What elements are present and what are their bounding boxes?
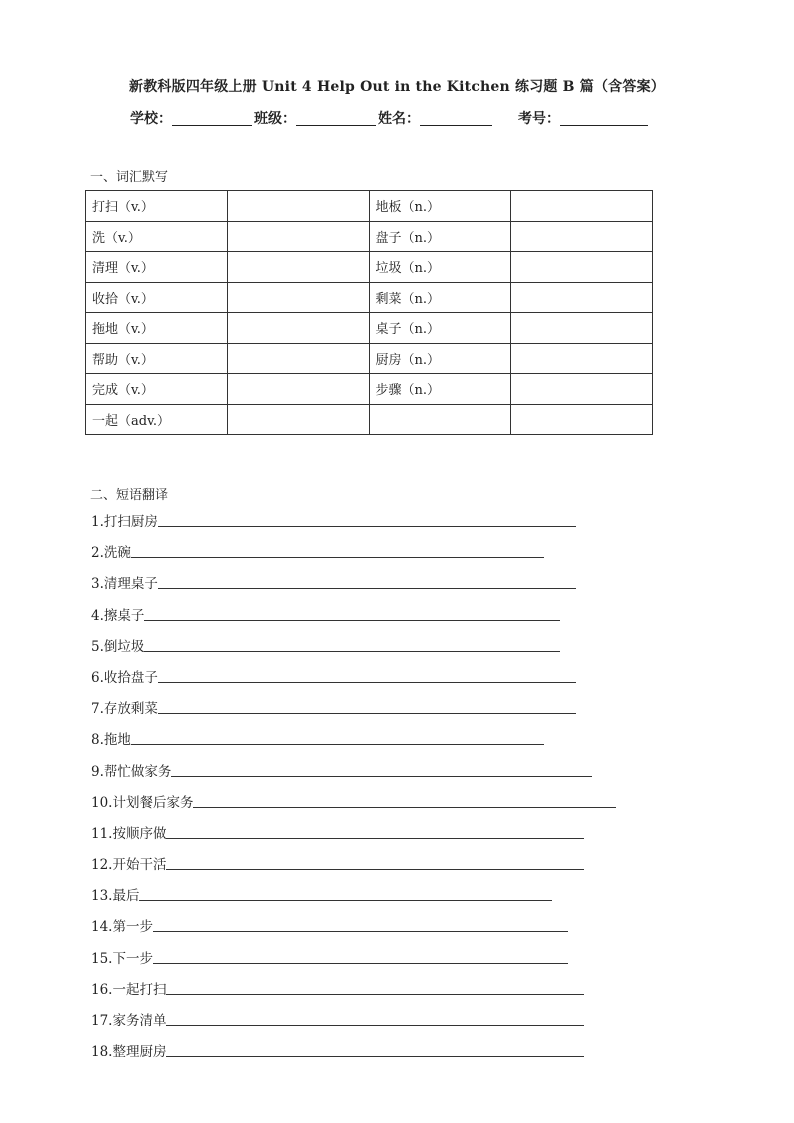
phrase-text: 16.一起打扫 [91,981,167,998]
exam-number-field [518,108,650,128]
vocab-prompt-cell: 步骤（n.） [369,374,511,405]
vocab-table [85,190,653,435]
vocab-answer-cell[interactable] [227,313,369,344]
phrase-item [91,572,616,603]
vocab-prompt-cell: 厨房（n.） [369,343,511,374]
vocab-answer-cell[interactable] [511,404,653,435]
phrase-answer-line[interactable] [139,899,552,901]
section2-title: 二、短语翻译 [90,488,169,503]
vocab-prompt-cell: 剩菜（n.） [369,282,511,313]
school-blank[interactable] [172,111,252,126]
phrase-answer-line[interactable] [153,930,568,932]
school-field [130,108,254,128]
vocab-answer-cell[interactable] [227,252,369,283]
class-field [254,108,378,128]
class-label: 班级： [254,111,296,127]
phrase-item [91,947,616,978]
exam-number-blank[interactable] [560,111,648,126]
phrase-text: 12.开始干活 [91,857,167,874]
phrase-answer-line[interactable] [153,962,568,964]
vocab-answer-cell[interactable] [227,404,369,435]
phrase-text: 10.计划餐后家务 [91,794,194,811]
phrase-item [91,510,616,541]
vocab-row [86,374,653,405]
vocab-prompt-cell: 盘子（n.） [369,221,511,252]
vocab-prompt-cell: 帮助（v.） [86,343,228,374]
phrase-text: 4.擦桌子 [91,607,145,624]
vocab-prompt-cell: 洗（v.） [86,221,228,252]
phrase-answer-line[interactable] [144,619,560,621]
phrase-answer-line[interactable] [166,993,584,995]
phrase-answer-line[interactable] [171,775,592,777]
vocab-prompt-cell: 一起（adv.） [86,404,228,435]
phrase-item [91,978,616,1009]
phrase-item [91,635,616,666]
vocab-row [86,404,653,435]
section1-title: 一、词汇默写 [90,170,169,185]
phrase-item [91,760,616,791]
vocab-row [86,252,653,283]
student-info-row [130,108,650,128]
phrase-text: 1.打扫厨房 [91,514,158,530]
phrase-text: 5.倒垃圾 [91,638,145,655]
vocab-prompt-cell [369,404,511,435]
vocab-prompt-cell: 桌子（n.） [369,313,511,344]
vocab-answer-cell[interactable] [227,374,369,405]
phrase-text: 11.按顺序做 [91,825,167,842]
phrase-answer-line[interactable] [158,712,576,714]
vocab-prompt-cell: 垃圾（n.） [369,252,511,283]
vocab-prompt-cell: 完成（v.） [86,374,228,405]
vocab-prompt-cell: 拖地（v.） [86,313,228,344]
phrase-text: 2.洗碗 [91,545,131,562]
phrase-answer-line[interactable] [193,806,616,808]
phrase-item [91,541,616,572]
phrase-item [91,822,616,853]
vocab-row [86,343,653,374]
phrase-answer-line[interactable] [166,1055,584,1057]
vocab-row [86,282,653,313]
phrase-item [91,697,616,728]
vocab-row [86,191,653,222]
phrase-answer-line[interactable] [158,587,576,589]
phrase-answer-line[interactable] [144,650,560,652]
phrase-item [91,791,616,822]
vocab-prompt-cell: 清理（v.） [86,252,228,283]
phrase-item [91,666,616,697]
vocab-answer-cell[interactable] [511,313,653,344]
class-blank[interactable] [296,111,376,126]
phrase-item [91,915,616,946]
phrase-text: 6.收拾盘子 [91,669,158,686]
phrase-item [91,728,616,759]
vocab-row [86,313,653,344]
vocab-answer-cell[interactable] [227,191,369,222]
phrase-answer-line[interactable] [131,743,544,745]
vocab-answer-cell[interactable] [511,221,653,252]
vocab-answer-cell[interactable] [227,282,369,313]
vocab-prompt-cell: 收拾（v.） [86,282,228,313]
phrase-item [91,604,616,635]
vocab-answer-cell[interactable] [511,252,653,283]
phrase-text: 8.拖地 [91,732,131,749]
vocab-row [86,221,653,252]
phrase-text: 15.下一步 [91,950,153,967]
phrase-answer-line[interactable] [131,556,544,558]
phrase-text: 18.整理厨房 [91,1044,167,1061]
worksheet-title: 新教科版四年级上册 Unit 4 Help Out in the Kitchen 练习题 B 篇（含答案） [129,79,665,95]
phrase-answer-line[interactable] [166,868,584,870]
phrase-text: 17.家务清单 [91,1013,167,1029]
vocab-prompt-cell: 地板（n.） [369,191,511,222]
phrase-item [91,1040,616,1071]
phrase-answer-line[interactable] [166,837,584,839]
name-blank[interactable] [420,111,492,126]
phrase-text: 9.帮忙做家务 [91,763,172,780]
phrase-answer-line[interactable] [166,1024,584,1026]
vocab-answer-cell[interactable] [511,191,653,222]
name-field [378,108,518,128]
name-label: 姓名： [378,111,420,127]
vocab-answer-cell[interactable] [227,221,369,252]
vocab-answer-cell[interactable] [511,343,653,374]
exam-number-label: 考号： [518,111,560,127]
phrase-text: 7.存放剩菜 [91,701,158,718]
vocab-answer-cell[interactable] [227,343,369,374]
phrase-text: 3.清理桌子 [91,576,158,593]
phrase-answer-line[interactable] [158,525,576,527]
phrase-item [91,884,616,915]
phrase-item [91,1009,616,1040]
vocab-answer-cell[interactable] [511,282,653,313]
school-label: 学校： [130,111,172,127]
phrase-item [91,853,616,884]
phrase-text: 14.第一步 [91,919,153,936]
phrase-text: 13.最后 [91,888,140,905]
vocab-prompt-cell: 打扫（v.） [86,191,228,222]
vocab-answer-cell[interactable] [511,374,653,405]
phrase-answer-line[interactable] [158,681,576,683]
phrase-list [91,510,616,1071]
